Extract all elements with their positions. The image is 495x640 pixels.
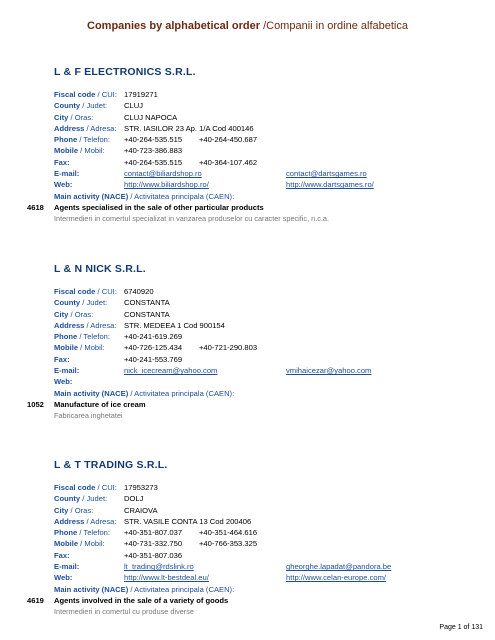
mobile-value: +40-731-332.750: [124, 539, 183, 549]
label-email: E-mail:: [54, 169, 80, 179]
fax-value-2: +40-364-107.462: [199, 157, 258, 167]
city-value: CLUJ NAPOCA: [124, 112, 178, 122]
fiscal-value: 6740920: [124, 287, 154, 296]
label-fiscal: Fiscal code: [54, 483, 96, 492]
label-county: County: [54, 298, 81, 308]
email-link-2[interactable]: contact@dartsgames.ro: [286, 169, 367, 179]
phone-value: +40-241-619.269: [124, 332, 183, 342]
label-county: County: [54, 494, 81, 504]
label-mobile: Mobile: [54, 146, 79, 156]
fiscal-value: 17953273: [124, 483, 158, 492]
activity-code: 1052: [27, 399, 44, 409]
label-activity: Main activity (NACE): [54, 388, 129, 398]
fax-value: +40-351-807.036: [124, 550, 183, 560]
fax-value: +40-264-535.515: [124, 157, 183, 167]
web-link-2[interactable]: http://www.dartsgames.ro/: [286, 180, 374, 190]
label-fax: Fax:: [54, 550, 70, 560]
label-county: County: [54, 101, 81, 111]
company-entry: L & T TRADING S.R.L. Fiscal code / CUI: 17953273 County / Judet: DOLJ City / Oras: CRAIOVA Address / Adresa: STR. VASILE CONTA 13 Cod 200406 Phone / Telefon: +40-351-807.037 +40-351-464.616 Mobile / Mobil: +40-731-332.750 +40-766-353.325 Fax: +40-351-807.036 E-mail: lt_trading@rdslink.ro gheorghe.lapadat@pandora.be Web: http://www.lt-bestdeal.eu/ http://www.celan-europe.com/ Main activity (NACE) / Activitatea principala (CAEN): 4619 Agents involved in the sale of a variety of goods Intermedieri in comertul cu produse diverse: [54, 459, 484, 618]
email-link[interactable]: nick_icecream@yahoo.com: [124, 366, 218, 376]
page-title-en: Companies by alphabetical order: [87, 20, 260, 32]
label-web: Web:: [54, 377, 73, 387]
web-link[interactable]: http://www.lt-bestdeal.eu/: [124, 573, 209, 583]
label-fax: Fax:: [54, 157, 70, 167]
web-link[interactable]: http://www.biliardshop.ro/: [124, 180, 209, 190]
label-city: City: [54, 309, 69, 319]
phone-value: +40-351-807.037: [124, 528, 183, 538]
activity-description-ro: Fabricarea inghetatei: [54, 410, 123, 420]
phone-value: +40-264-535.515: [124, 135, 183, 145]
label-phone: Phone: [54, 135, 78, 145]
fax-value: +40-241-553.769: [124, 354, 183, 364]
company-name: L & F ELECTRONICS S.R.L.: [54, 66, 196, 78]
address-value: STR. IASILOR 23 Ap. 1/A Cod 400146: [124, 123, 254, 133]
mobile-value-2: +40-721-290.803: [199, 343, 258, 353]
phone-value-2: +40-351-464.616: [199, 528, 258, 538]
activity-description: Manufacture of ice cream: [54, 399, 146, 409]
label-address: Address: [54, 516, 85, 526]
label-fiscal: Fiscal code: [54, 90, 96, 99]
label-city: City: [54, 505, 69, 515]
activity-code: 4618: [27, 202, 44, 212]
label-email: E-mail:: [54, 366, 80, 376]
mobile-value: +40-723-386.883: [124, 146, 183, 156]
email-link-2[interactable]: vmihaicezar@yahoo.com: [286, 366, 372, 376]
activity-code: 4619: [27, 595, 44, 605]
address-value: STR. MEDEEA 1 Cod 900154: [124, 320, 225, 330]
label-email: E-mail:: [54, 562, 80, 572]
city-value: CRAIOVA: [124, 505, 158, 515]
label-mobile: Mobile: [54, 343, 79, 353]
city-value: CONSTANTA: [124, 309, 170, 319]
phone-value-2: +40-264-450.687: [199, 135, 258, 145]
fiscal-value: 17919271: [124, 90, 158, 99]
page-number: Page 1 of 131: [439, 624, 483, 631]
activity-description-ro: Intermedieri in comertul cu produse diverse: [54, 606, 194, 616]
label-web: Web:: [54, 573, 73, 583]
page-title-ro: /Companii in ordine alfabetica: [263, 20, 408, 32]
label-address: Address: [54, 123, 85, 133]
company-entry: L & F ELECTRONICS S.R.L. Fiscal code / CUI: 17919271 County / Judet: CLUJ City / Oras: CLUJ NAPOCA Address / Adresa: STR. IASILOR 23 Ap. 1/A Cod 400146 Phone / Telefon: +40-264-535.515 +40-264-450.687 Mobile / Mobil: +40-723-386.883 Fax: +40-264-535.515 +40-364-107.462 E-mail: contact@biliardshop.ro contact@dartsgames.ro Web: http://www.biliardshop.ro/ http://www.dartsgames.ro/ Main activity (NACE) / Activitatea principala (CAEN): 4618 Agents specialised in the sale of other particular products Intermedieri in comertul specializat in vanzarea produselor cu caracter specific, n.c.a.: [54, 66, 484, 225]
activity-description: Agents specialised in the sale of other particular products: [54, 202, 264, 212]
label-web: Web:: [54, 180, 73, 190]
mobile-value: +40-726-125.434: [124, 343, 183, 353]
email-link-2[interactable]: gheorghe.lapadat@pandora.be: [286, 562, 392, 572]
label-fax: Fax:: [54, 354, 70, 364]
mobile-value-2: +40-766-353.325: [199, 539, 258, 549]
label-fiscal: Fiscal code: [54, 287, 96, 296]
label-phone: Phone: [54, 528, 78, 538]
activity-description-ro: Intermedieri in comertul specializat in vanzarea produselor cu caracter specific, n.c.a.: [54, 213, 329, 223]
address-value: STR. VASILE CONTA 13 Cod 200406: [124, 516, 252, 526]
label-activity: Main activity (NACE): [54, 584, 129, 594]
county-value: CONSTANTA: [124, 298, 170, 308]
label-activity: Main activity (NACE): [54, 191, 129, 201]
company-name: L & T TRADING S.R.L.: [54, 459, 168, 471]
label-mobile: Mobile: [54, 539, 79, 549]
label-city: City: [54, 112, 69, 122]
email-link[interactable]: lt_trading@rdslink.ro: [124, 562, 194, 572]
label-phone: Phone: [54, 332, 78, 342]
company-name: L & N NICK S.R.L.: [54, 263, 146, 275]
web-link-2[interactable]: http://www.celan-europe.com/: [286, 573, 387, 583]
activity-description: Agents involved in the sale of a variety of goods: [54, 595, 229, 605]
county-value: DOLJ: [124, 494, 144, 504]
email-link[interactable]: contact@biliardshop.ro: [124, 169, 202, 179]
page-title: [0, 20, 495, 32]
company-entry: L & N NICK S.R.L. Fiscal code / CUI: 6740920 County / Judet: CONSTANTA City / Oras: CONSTANTA Address / Adresa: STR. MEDEEA 1 Cod 900154 Phone / Telefon: +40-241-619.269 Mobile / Mobil: +40-726-125.434 +40-721-290.803 Fax: +40-241-553.769 E-mail: nick_icecream@yahoo.com vmihaicezar@yahoo.com Web: Main activity (NACE) / Activitatea principala (CAEN): 1052 Manufacture of ice cream Fabricarea inghetatei: [54, 263, 484, 422]
county-value: CLUJ: [124, 101, 143, 111]
label-address: Address: [54, 320, 85, 330]
